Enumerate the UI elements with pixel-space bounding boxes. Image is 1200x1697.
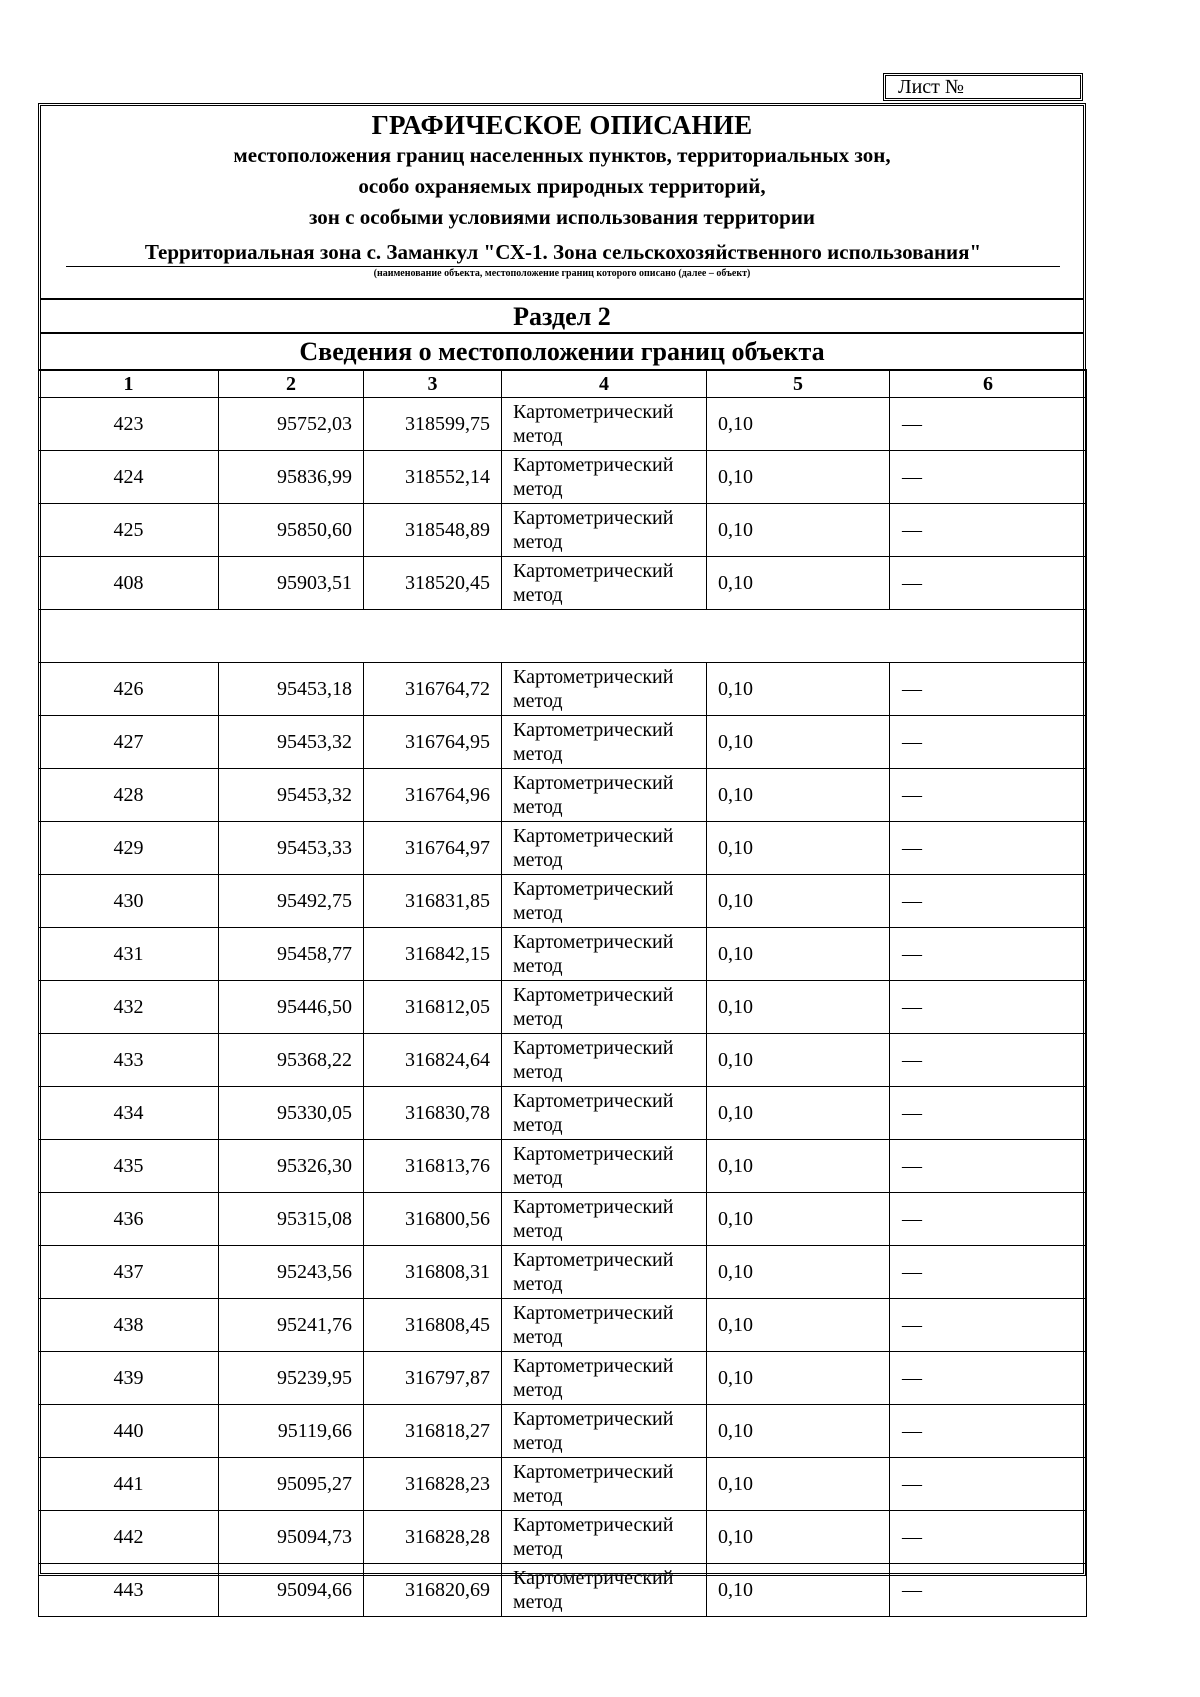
coordinate-x: 95243,56 xyxy=(219,1246,364,1299)
accuracy-value: 0,10 xyxy=(707,1405,890,1458)
coordinate-x: 95326,30 xyxy=(219,1140,364,1193)
point-number: 431 xyxy=(39,928,219,981)
point-number: 438 xyxy=(39,1299,219,1352)
determination-method: Картометрический метод xyxy=(502,451,707,504)
coordinate-x: 95836,99 xyxy=(219,451,364,504)
table-row xyxy=(39,1511,1087,1564)
table-body xyxy=(39,398,1087,1617)
document-header xyxy=(41,106,1083,298)
determination-method: Картометрический метод xyxy=(502,1034,707,1087)
accuracy-value: 0,10 xyxy=(707,981,890,1034)
table-row xyxy=(39,822,1087,875)
table-row xyxy=(39,981,1087,1034)
coordinate-x: 95453,33 xyxy=(219,822,364,875)
accuracy-value: 0,10 xyxy=(707,504,890,557)
contour-separator-row xyxy=(39,610,1087,663)
table-row xyxy=(39,928,1087,981)
note-dash: — xyxy=(890,451,1087,504)
accuracy-value: 0,10 xyxy=(707,1246,890,1299)
column-header: 6 xyxy=(890,370,1087,398)
coordinate-y: 316764,96 xyxy=(364,769,502,822)
subtitle-line-3: зон с особыми условиями использования территории xyxy=(308,205,816,229)
table-row xyxy=(39,1458,1087,1511)
accuracy-value: 0,10 xyxy=(707,1140,890,1193)
column-number-row xyxy=(39,370,1087,398)
coordinate-x: 95446,50 xyxy=(219,981,364,1034)
coordinate-y: 316812,05 xyxy=(364,981,502,1034)
determination-method: Картометрический метод xyxy=(502,1087,707,1140)
coordinate-x: 95453,18 xyxy=(219,663,364,716)
coordinate-y: 316764,72 xyxy=(364,663,502,716)
determination-method: Картометрический метод xyxy=(502,822,707,875)
coordinate-x: 95903,51 xyxy=(219,557,364,610)
coordinate-y: 316808,45 xyxy=(364,1299,502,1352)
determination-method: Картометрический метод xyxy=(502,1299,707,1352)
point-number: 434 xyxy=(39,1087,219,1140)
coordinate-x: 95458,77 xyxy=(219,928,364,981)
point-number: 442 xyxy=(39,1511,219,1564)
note-dash: — xyxy=(890,928,1087,981)
table-row xyxy=(39,504,1087,557)
coordinate-y: 316842,15 xyxy=(364,928,502,981)
determination-method: Картометрический метод xyxy=(502,1193,707,1246)
table-row xyxy=(39,1299,1087,1352)
point-number: 441 xyxy=(39,1458,219,1511)
boundary-points-table xyxy=(38,369,1087,1617)
document-title: ГРАФИЧЕСКОЕ ОПИСАНИЕ xyxy=(371,110,753,140)
point-number: 425 xyxy=(39,504,219,557)
coordinate-x: 95241,76 xyxy=(219,1299,364,1352)
determination-method: Картометрический метод xyxy=(502,1564,707,1617)
accuracy-value: 0,10 xyxy=(707,1193,890,1246)
accuracy-value: 0,10 xyxy=(707,822,890,875)
point-number: 437 xyxy=(39,1246,219,1299)
note-dash: — xyxy=(890,822,1087,875)
coordinate-x: 95330,05 xyxy=(219,1087,364,1140)
accuracy-value: 0,10 xyxy=(707,875,890,928)
point-number: 433 xyxy=(39,1034,219,1087)
coordinate-x: 95368,22 xyxy=(219,1034,364,1087)
determination-method: Картометрический метод xyxy=(502,716,707,769)
accuracy-value: 0,10 xyxy=(707,663,890,716)
coordinate-y: 316813,76 xyxy=(364,1140,502,1193)
determination-method: Картометрический метод xyxy=(502,557,707,610)
object-name: Территориальная зона с. Заманкул "СХ-1. Зона сельскохозяйственного использования" xyxy=(66,237,1060,267)
note-dash: — xyxy=(890,1564,1087,1617)
note-dash: — xyxy=(890,716,1087,769)
table-row xyxy=(39,663,1087,716)
coordinate-y: 316800,56 xyxy=(364,1193,502,1246)
determination-method: Картометрический метод xyxy=(502,1246,707,1299)
coordinate-x: 95239,95 xyxy=(219,1352,364,1405)
determination-method: Картометрический метод xyxy=(502,663,707,716)
point-number: 429 xyxy=(39,822,219,875)
coordinate-x: 95119,66 xyxy=(219,1405,364,1458)
coordinate-x: 95453,32 xyxy=(219,716,364,769)
table-row xyxy=(39,1352,1087,1405)
table-row xyxy=(39,1193,1087,1246)
coordinate-y: 316808,31 xyxy=(364,1246,502,1299)
coordinate-x: 95492,75 xyxy=(219,875,364,928)
accuracy-value: 0,10 xyxy=(707,451,890,504)
determination-method: Картометрический метод xyxy=(502,398,707,451)
object-caption: (наименование объекта, местоположение границ которого описано (далее – объект) xyxy=(373,268,751,279)
table-row xyxy=(39,451,1087,504)
coordinate-x: 95315,08 xyxy=(219,1193,364,1246)
coordinate-x: 95095,27 xyxy=(219,1458,364,1511)
accuracy-value: 0,10 xyxy=(707,557,890,610)
point-number: 427 xyxy=(39,716,219,769)
point-number: 426 xyxy=(39,663,219,716)
sheet-number-box xyxy=(883,73,1083,101)
note-dash: — xyxy=(890,769,1087,822)
coordinate-y: 316818,27 xyxy=(364,1405,502,1458)
point-number: 436 xyxy=(39,1193,219,1246)
coordinate-y: 318520,45 xyxy=(364,557,502,610)
table-row xyxy=(39,1034,1087,1087)
column-header: 2 xyxy=(219,370,364,398)
table-row xyxy=(39,557,1087,610)
note-dash: — xyxy=(890,875,1087,928)
determination-method: Картометрический метод xyxy=(502,1140,707,1193)
coordinate-y: 318599,75 xyxy=(364,398,502,451)
table-row xyxy=(39,769,1087,822)
accuracy-value: 0,10 xyxy=(707,1034,890,1087)
coordinate-y: 316828,28 xyxy=(364,1511,502,1564)
accuracy-value: 0,10 xyxy=(707,1564,890,1617)
accuracy-value: 0,10 xyxy=(707,1458,890,1511)
note-dash: — xyxy=(890,1193,1087,1246)
accuracy-value: 0,10 xyxy=(707,398,890,451)
determination-method: Картометрический метод xyxy=(502,928,707,981)
table-row xyxy=(39,1140,1087,1193)
column-header: 5 xyxy=(707,370,890,398)
column-header: 1 xyxy=(39,370,219,398)
note-dash: — xyxy=(890,1246,1087,1299)
coordinate-y: 316764,95 xyxy=(364,716,502,769)
determination-method: Картометрический метод xyxy=(502,1352,707,1405)
accuracy-value: 0,10 xyxy=(707,1511,890,1564)
determination-method: Картометрический метод xyxy=(502,1405,707,1458)
point-number: 432 xyxy=(39,981,219,1034)
coordinate-x: 95094,73 xyxy=(219,1511,364,1564)
accuracy-value: 0,10 xyxy=(707,769,890,822)
table-row xyxy=(39,875,1087,928)
note-dash: — xyxy=(890,1140,1087,1193)
point-number: 435 xyxy=(39,1140,219,1193)
determination-method: Картометрический метод xyxy=(502,875,707,928)
coordinate-x: 95752,03 xyxy=(219,398,364,451)
note-dash: — xyxy=(890,663,1087,716)
table-row xyxy=(39,398,1087,451)
point-number: 423 xyxy=(39,398,219,451)
point-number: 408 xyxy=(39,557,219,610)
determination-method: Картометрический метод xyxy=(502,769,707,822)
point-number: 440 xyxy=(39,1405,219,1458)
coordinate-y: 316828,23 xyxy=(364,1458,502,1511)
coordinate-y: 316820,69 xyxy=(364,1564,502,1617)
note-dash: — xyxy=(890,1405,1087,1458)
accuracy-value: 0,10 xyxy=(707,716,890,769)
note-dash: — xyxy=(890,1352,1087,1405)
point-number: 428 xyxy=(39,769,219,822)
section-title: Раздел 2 xyxy=(41,298,1083,332)
point-number: 430 xyxy=(39,875,219,928)
coordinate-x: 95094,66 xyxy=(219,1564,364,1617)
coordinate-x: 95453,32 xyxy=(219,769,364,822)
point-number: 443 xyxy=(39,1564,219,1617)
coordinate-y: 316764,97 xyxy=(364,822,502,875)
point-number: 439 xyxy=(39,1352,219,1405)
accuracy-value: 0,10 xyxy=(707,1087,890,1140)
point-number: 424 xyxy=(39,451,219,504)
determination-method: Картометрический метод xyxy=(502,1458,707,1511)
note-dash: — xyxy=(890,1087,1087,1140)
coordinate-y: 316831,85 xyxy=(364,875,502,928)
note-dash: — xyxy=(890,398,1087,451)
note-dash: — xyxy=(890,1511,1087,1564)
subtitle-line-1: местоположения границ населенных пунктов, территориальных зон, xyxy=(233,143,891,167)
table-row xyxy=(39,1405,1087,1458)
note-dash: — xyxy=(890,504,1087,557)
coordinate-y: 316830,78 xyxy=(364,1087,502,1140)
column-header: 4 xyxy=(502,370,707,398)
accuracy-value: 0,10 xyxy=(707,1299,890,1352)
table-row xyxy=(39,1087,1087,1140)
determination-method: Картометрический метод xyxy=(502,504,707,557)
coordinate-y: 316797,87 xyxy=(364,1352,502,1405)
determination-method: Картометрический метод xyxy=(502,1511,707,1564)
note-dash: — xyxy=(890,1034,1087,1087)
note-dash: — xyxy=(890,1299,1087,1352)
determination-method: Картометрический метод xyxy=(502,981,707,1034)
subtitle-line-2: особо охраняемых природных территорий, xyxy=(358,174,766,198)
coordinate-y: 316824,64 xyxy=(364,1034,502,1087)
note-dash: — xyxy=(890,1458,1087,1511)
coordinate-y: 318552,14 xyxy=(364,451,502,504)
table-row xyxy=(39,1246,1087,1299)
column-header: 3 xyxy=(364,370,502,398)
table-row xyxy=(39,1564,1087,1617)
coordinate-x: 95850,60 xyxy=(219,504,364,557)
table-row xyxy=(39,716,1087,769)
accuracy-value: 0,10 xyxy=(707,1352,890,1405)
sheet-number-label: Лист № xyxy=(898,76,964,98)
note-dash: — xyxy=(890,557,1087,610)
accuracy-value: 0,10 xyxy=(707,928,890,981)
section-subtitle: Сведения о местоположении границ объекта xyxy=(41,332,1083,368)
note-dash: — xyxy=(890,981,1087,1034)
separator-cell xyxy=(39,610,1087,663)
coordinate-y: 318548,89 xyxy=(364,504,502,557)
